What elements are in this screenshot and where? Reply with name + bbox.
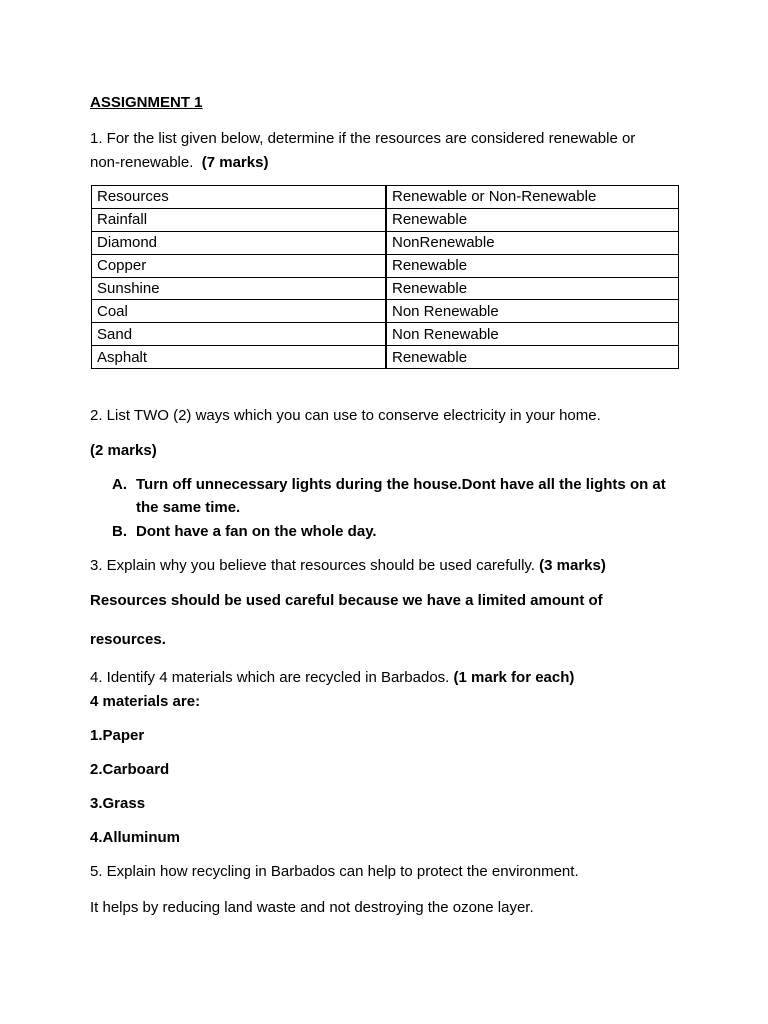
answer-3-line-1: Resources should be used careful because we have a limited amount of	[90, 592, 603, 609]
answer-2b	[112, 521, 377, 543]
question-3-text: 3. Explain why you believe that resources should be used carefully.	[90, 557, 535, 574]
table-header-cell: Resources	[92, 186, 387, 209]
answer-4-item-4: 4.Alluminum	[90, 829, 181, 846]
answer-2a	[112, 474, 666, 496]
table-cell: Sand	[92, 323, 387, 346]
table-row	[92, 300, 679, 323]
table-header-cell: Renewable or Non-Renewable	[386, 186, 679, 209]
answer-4-intro: 4 materials are:	[90, 693, 201, 710]
table-cell: Renewable	[386, 346, 679, 369]
question-3-marks: (3 marks)	[539, 557, 606, 574]
assignment-title: ASSIGNMENT 1	[90, 94, 203, 111]
table-row	[92, 346, 679, 369]
question-3-line	[90, 556, 606, 576]
table-cell: NonRenewable	[386, 231, 679, 254]
question-1-line-2	[90, 153, 268, 173]
table-cell: Coal	[92, 300, 387, 323]
answer-2b-line-1: Dont have a fan on the whole day.	[136, 523, 377, 540]
answer-4-item-3: 3.Grass	[90, 795, 146, 812]
answer-4-item-2: 2.Carboard	[90, 761, 170, 778]
list-marker: A.	[112, 476, 127, 493]
question-4-line	[90, 668, 574, 688]
question-5-text: 5. Explain how recycling in Barbados can help to protect the environment.	[90, 863, 579, 880]
question-2-text: 2. List TWO (2) ways which you can use to conserve electricity in your home.	[90, 407, 601, 424]
table-cell: Rainfall	[92, 208, 387, 231]
answer-2a-line-1: Turn off unnecessary lights during the house.Dont have all the lights on at	[136, 476, 666, 493]
table-cell: Asphalt	[92, 346, 387, 369]
question-1-text: non-renewable.	[90, 154, 194, 171]
question-1-marks: (7 marks)	[201, 154, 269, 171]
answer-5: It helps by reducing land waste and not destroying the ozone layer.	[90, 899, 534, 916]
table-row	[92, 277, 679, 300]
question-2-marks: (2 marks)	[90, 442, 157, 459]
resources-table	[91, 185, 679, 369]
table-cell: Renewable	[386, 277, 679, 300]
table-cell: Sunshine	[92, 277, 387, 300]
table-cell: Non Renewable	[386, 323, 679, 346]
table-row	[92, 254, 679, 277]
answer-3-line-2: resources.	[90, 631, 166, 648]
table-row	[92, 208, 679, 231]
table-header-row	[92, 186, 679, 209]
list-marker: B.	[112, 523, 127, 540]
question-4-marks: (1 mark for each)	[453, 669, 575, 686]
table-cell: Renewable	[386, 208, 679, 231]
table-cell: Diamond	[92, 231, 387, 254]
answer-2a-line-2: the same time.	[136, 499, 241, 516]
table-cell: Renewable	[386, 254, 679, 277]
table-row	[92, 323, 679, 346]
answer-4-item-1: 1.Paper	[90, 727, 145, 744]
table-cell: Non Renewable	[386, 300, 679, 323]
table-row	[92, 231, 679, 254]
question-1-line-1: 1. For the list given below, determine if the resources are considered renewable or	[90, 130, 636, 147]
table-cell: Copper	[92, 254, 387, 277]
question-4-text: 4. Identify 4 materials which are recycled in Barbados.	[90, 669, 450, 686]
